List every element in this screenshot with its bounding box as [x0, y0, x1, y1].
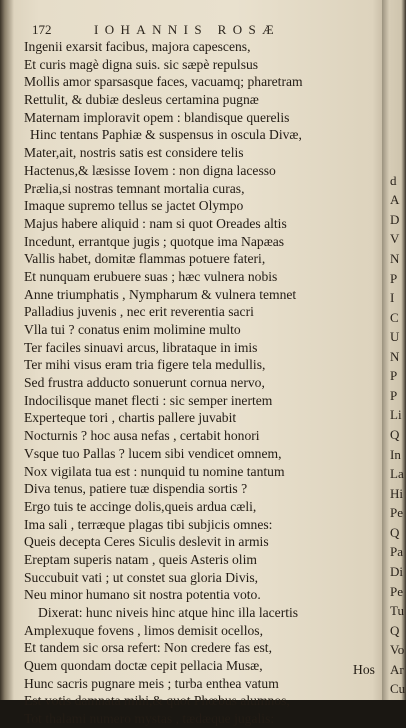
facing-page-letter: C	[390, 310, 399, 325]
verse-line: Imaque supremo tellus se jactet Olympo	[24, 198, 244, 214]
verse-line: Mater,ait, nostris satis est considere telis	[24, 145, 244, 161]
verse-line: Majus habere aliquid : nam si quot Oreades altis	[24, 215, 287, 231]
verse-line: Vlla tui ? conatus enim molimine multo	[24, 322, 241, 337]
facing-page-letter: d	[390, 173, 397, 188]
facing-page-letter: Q	[390, 525, 400, 540]
verse-line: Experteque tori , chartis pallere juvabit	[24, 410, 237, 426]
verse-line: Tot thalami numero mystas , tædæque jugalis:	[24, 711, 275, 727]
verse-line: Ter mihi visus eram tria figere tela medullis,	[24, 357, 266, 373]
facing-page-letter: I	[390, 290, 395, 305]
facing-page-letter: Ar	[390, 662, 404, 677]
verse-line: Et tandem sic orsa refert: Non credere fas est,	[24, 640, 272, 656]
facing-page-edge	[382, 0, 406, 700]
facing-page-letter: N	[390, 251, 400, 266]
verse-line: Dixerat: hunc niveis hinc atque hinc illa lacertis	[38, 605, 299, 620]
facing-page-letter: Hi	[390, 486, 403, 501]
page-number: 172	[32, 22, 52, 37]
facing-page-letter: U	[390, 329, 400, 344]
facing-page-letter: Di	[390, 564, 403, 579]
verse-line: Est votis damnata mihi,& quot Phœbus alumnos,	[24, 693, 290, 709]
verse-line: Ter faciles sinuavi arcus, librataque in imis	[24, 339, 258, 355]
running-title: IOHANNIS ROSÆ	[94, 22, 281, 37]
facing-page-letter: Pe	[390, 505, 403, 520]
verse-line: Hactenus,& læsisse Iovem : non digna lacesso	[24, 162, 276, 178]
facing-page-letter: Li	[390, 407, 402, 422]
facing-page-letter: Cu	[390, 681, 406, 696]
verse-line: Diva tenus, patiere tuæ dispendia sortis ?	[24, 481, 248, 497]
verse-line: Nocturnis ? hoc ausa nefas , certabit honori	[24, 428, 260, 444]
verse-line: Vallis habet, domitæ flammas potuere fateri,	[24, 251, 266, 267]
facing-page-letter: In	[390, 447, 401, 462]
verse-line: Nox vigilata tua est : nunquid tu nomine tantum	[24, 463, 285, 479]
verse-line: Sed frustra adducto sonuerunt cornua nervo,	[24, 375, 265, 391]
facing-page-letter: P	[390, 368, 398, 383]
verse-line: Ingenii exarsit facibus, majora capescens,	[24, 39, 251, 54]
facing-page-letter: Vo	[390, 642, 405, 657]
verse-line: Ima sali , terræque plagas tibi subjicis omnes:	[24, 516, 273, 532]
verse-line: Indocilisque manet flecti : sic semper inertem	[24, 392, 273, 408]
facing-page-letter: Pa	[390, 544, 403, 559]
verse-line: Maternam imploravit opem : blandisque querelis	[24, 109, 290, 125]
facing-page-letter: Tu	[390, 603, 404, 618]
facing-page-letter: P	[390, 388, 398, 403]
verse-line: Et nunquam erubuere suas ; hæc vulnera nobis	[24, 268, 278, 284]
verse-line: Amplexuque fovens , limos demisit ocellos,	[24, 622, 263, 638]
facing-page-letter: V	[390, 231, 400, 246]
facing-page-letter: Pe	[390, 584, 403, 599]
verse-line: Neu minor humano sit nostra potentia voto.	[24, 587, 261, 603]
verse-line: Hinc tentans Paphiæ & suspensus in oscula Divæ,	[30, 127, 302, 143]
verse-line: Rettulit, & dubiæ desleus certamina pugnæ	[24, 92, 259, 108]
facing-page-letter: N	[390, 349, 400, 364]
facing-page-letter: P	[390, 271, 398, 286]
verse-line: Mollis amor sparsasque faces, vacuamq; pharetram	[24, 74, 303, 90]
verse-line: Ergo tuis te accinge dolis,queis ardua cæli,	[24, 498, 257, 514]
verse-line: Quem quondam doctæ cepit pellacia Musæ,	[24, 658, 263, 674]
verse-line: Queis decepta Ceres Siculis deslevit in armis	[24, 534, 269, 550]
poem-text	[24, 38, 386, 728]
facing-page-letter: Q	[390, 623, 400, 638]
verse-line: Hunc sacris pugnare meis ; turba enthea vatum	[24, 675, 279, 691]
catchword: Hos	[353, 662, 375, 677]
facing-page-letter: D	[390, 212, 400, 227]
verse-line: Anne triumphatis , Nympharum & vulnera temnet	[24, 286, 297, 302]
verse-line: Ereptam superis natam , queis Asteris olim	[24, 551, 257, 567]
facing-page-letter: La	[390, 466, 404, 481]
facing-page-letter: Q	[390, 427, 400, 442]
verse-line: Palladius juvenis , nec erit reverentia sacri	[24, 304, 254, 320]
verse-line: Succubuit vati ; ut constet sua gloria Divis,	[24, 569, 259, 585]
verse-line: Incedunt, errantque jugis ; quotque ima Napæas	[24, 233, 285, 249]
verse-line: Et curis magè digna suis. sic sæpè repulsus	[24, 56, 259, 72]
facing-page-letter: A	[390, 192, 400, 207]
verse-line: Prælia,si nostras temnant mortalia curas,	[24, 180, 245, 196]
verse-line: Vsque tuo Pallas ? lucem sibi vendicet omnem,	[24, 445, 282, 461]
